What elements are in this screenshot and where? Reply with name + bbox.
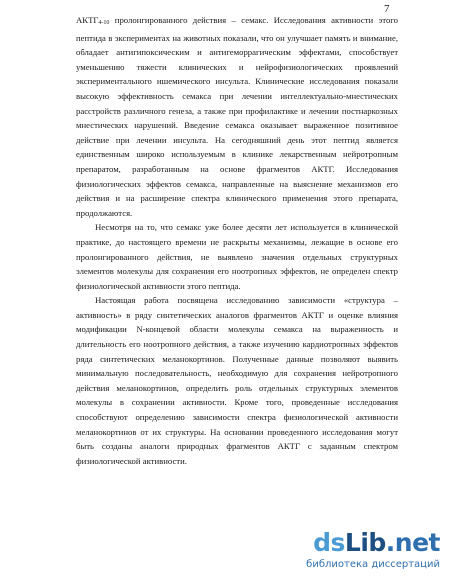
paragraph [76,13,398,220]
logo-text [313,528,440,558]
abbreviation: АКТГ [76,15,99,25]
subscript: 4-10 [98,20,110,26]
paragraph: Несмотря на то, что семакс уже более десяти лет используется в клинической практике, до настоящего времени не раскрыты механизмы, лежащие в основе его пролонгированного действия, не выявлено значения отдельных структурных элементов молекулы для сохранения его ноотропных эффектов, не определен спектр физиологической активности этого пептида. [76,222,398,291]
page-number: 7 [384,3,390,15]
dslib-watermark-logo [306,528,448,576]
paragraph: Настоящая работа посвящена исследованию зависимости «структура – активность» в ряду синтетических аналогов фрагментов АКТГ и оценке влияния модификации N-концевой области молекулы семакса на выраженность и длительность его ноотропного действия, а также изучению кардиотропных эффектов ряда синтетических меланокортинов. Полученные данные позволяют выявить минимальную последовательность, необходимую для сохранения нейротропного действия меланокортинов, определить роль отдельных структурных элементов молекулы в сохранении активности. Кроме того, проведенные исследования способствуют определению зависимости спектра физиологической активности меланокортинов от их структуры. На основании проведенного исследования могут быть созданы аналоги природных фрагментов АКТГ с заданным спектром физиологической активности. [76,295,398,466]
paragraph-text: пролонгированного действия – семакс. Исследования активности этого пептида в экспериментах на животных показали, что он улучшает память и внимание, обладает антигипоксическим и антигеморрагическим эффектами, способствует уменьшению тяжести клинических и нейрофизиологических проявлений экспериментального ишемического инсульта. Клинические исследования показали высокую эффективность семакса при лечении интеллектуально-мнестических расстройств различного генеза, а также при профилактике и лечении постнаркозных мнестических нарушений. Введение семакса оказывает выраженное позитивное действие при лечении инсульта. На сегодняшний день этот пептид является единственным широко используемым в клинике лекарственным нейротропным препаратом, разработанным на основе фрагментов АКТГ. Исследования физиологических эффектов семакса, направленные на выяснение механизмов его действия и на расширение спектра клинического применения этого препарата, продолжаются. [76,15,398,218]
logo-part: Lib [344,528,386,557]
logo-part: .net [385,528,440,557]
logo-part: ds [313,528,345,557]
logo-tagline: библиотека диссертаций [306,559,440,570]
body-text [76,13,398,468]
